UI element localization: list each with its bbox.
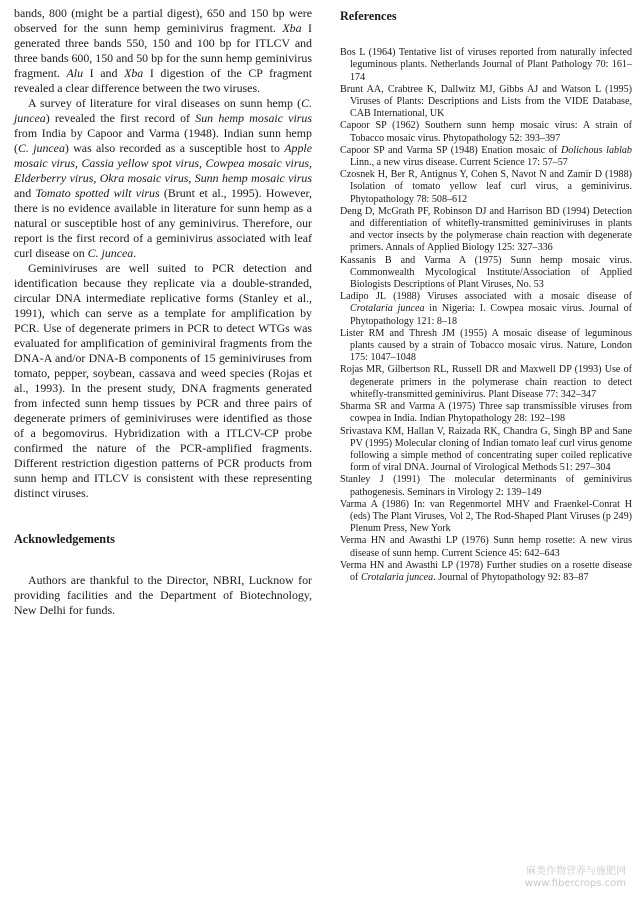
reference-item: Kassanis B and Varma A (1975) Sunn hemp mosaic virus. Commonwealth Mycological Institute/Association of Applied Biologists Descriptions of Plant Viruses, No. 53 (340, 254, 632, 291)
reference-item: Czosnek H, Ber R, Antignus Y, Cohen S, Navot N and Zamir D (1988) Isolation of tomato yellow leaf curl virus, a geminivirus. Phytopathology 78: 508–612 (340, 169, 632, 205)
reference-item: Capoor SP and Varma SP (1948) Enation mosaic of Dolichous lablab Linn., a new virus disease. Current Science 17: 57–57 (340, 144, 632, 169)
watermark-line: 麻类作物营养与施肥网 (526, 866, 626, 877)
reference-item: Sharma SR and Varma A (1975) Three sap transmissible viruses from cowpea in India. Indian Phytopathology 28: 192–198 (340, 401, 632, 425)
reference-item: Deng D, McGrath PF, Robinson DJ and Harrison BD (1994) Detection and differentiation of whitefly-transmitted geminiviruses in plants and vector insects by the polymerase chain reaction with degenerate primers. Annals of Applied Biology 125: 327–336 (340, 205, 632, 254)
reference-item: Verma HN and Awasthi LP (1978) Further studies on a rosette disease of Crotalaria juncea. Journal of Phytopathology 92: 83–87 (340, 559, 632, 583)
body-paragraph: bands, 800 (might be a partial digest), 650 and 150 bp were observed for the sunn hemp geminivirus fragment. Xba I generated three bands 550, 150 and 100 bp for ITLCV and three bands 600, 150 and 50 bp for the sunn hemp geminivirus fragment. Alu I and Xba I digestion of the CP fragment revealed a clear difference between the two viruses. (14, 6, 313, 95)
references-list (340, 47, 632, 584)
reference-item: Brunt AA, Crabtree K, Dallwitz MJ, Gibbs AJ and Watson L (1995) Viruses of Plants: Descriptions and Lists from the VIDE Database, CAB International, UK (340, 83, 632, 120)
reference-item: Lister RM and Thresh JM (1955) A mosaic disease of leguminous plants caused by a strain of Tobacco mosaic virus. Nature, London 175: 1047–1048 (340, 327, 632, 364)
reference-item: Verma HN and Awasthi LP (1976) Sunn hemp rosette: A new virus disease of sunn hemp. Current Science 45: 642–643 (340, 535, 632, 559)
left-column (14, 6, 312, 618)
body-paragraph: Geminiviruses are well suited to PCR detection and identification because they replicate via a double-stranded, circular DNA intermediate replicative forms (Stanley et al., 1991), which can serve as a template for amplification by PCR. Use of degenerate primers in PCR to detect WTGs was evaluated for amplification of geminiviral fragments from the DNA-A and/or DNA-B components of 15 geminiviruses from tomato, pepper, soybean, cassava and weed species (Rojas et al., 1993). In the present study, DNA fragments generated from infected sunn hemp tissues by PCR and three pairs of degenerate primers of geminiviruses were identified as those of a begomovirus. Hybridization with a ITLCV-CP probe confirmed the nature of the PCR-amplified fragments. Different restriction digestion patterns of PCR products from sunn hemp and ITLCV is consistent with these representing distinct viruses. (14, 261, 312, 500)
reference-item: Ladipo JL (1988) Viruses associated with a mosaic disease of Crotalaria juncea in Nigeria: I. Cowpea mosaic virus. Journal of Phytopathology 121: 8–18 (340, 291, 632, 327)
reference-item: Capoor SP (1962) Southern sunn hemp mosaic virus: A strain of Tobacco mosaic virus. Phytopathology 52: 393–397 (340, 120, 632, 144)
reference-item: Srivastava KM, Hallan V, Raizada RK, Chandra G, Singh BP and Sane PV (1995) Molecular cloning of Indian tomato leaf curl virus genome following a simple method of concentrating super coiled replicative form of viral DNA. Journal of Virological Methods 51: 297–304 (340, 425, 632, 474)
watermark-line: www.fibercrops.com (524, 878, 626, 889)
acknowledgements-heading: Acknowledgements (14, 532, 115, 546)
reference-item: Bos L (1964) Tentative list of viruses reported from naturally infected leguminous plants. Netherlands Journal of Plant Pathology 70: 161–174 (340, 47, 632, 83)
reference-item: Rojas MR, Gilbertson RL, Russell DR and Maxwell DP (1993) Use of degenerate primers in the polymerase chain reaction to detect whitefly-transmitted geminivirus. Plant Disease 77: 342–347 (340, 364, 632, 400)
reference-item: Stanley J (1991) The molecular determinants of geminivirus pathogenesis. Seminars in Virology 2: 139–149 (340, 474, 632, 498)
reference-item: Varma A (1986) In: van Regenmortel MHV and Fraenkel-Conrat H (eds) The Plant Viruses, Vol 2, The Rod-Shaped Plant Viruses (p 249) Plenum Press, New York (340, 498, 632, 535)
references-column (340, 10, 632, 584)
acknowledgements-text: Authors are thankful to the Director, NBRI, Lucknow for providing facilities and the Department of Biotechnology, New Delhi for funds. (14, 573, 312, 617)
references-heading: References (340, 9, 397, 23)
watermark (525, 866, 626, 890)
body-paragraph: A survey of literature for viral diseases on sunn hemp (C. juncea) revealed the first record of Sun hemp mosaic virus from India by Capoor and Varma (1948). Indian sunn hemp (C. juncea) was also recorded as a susceptible host to Apple mosaic virus, Cassia yellow spot virus, Cowpea mosaic virus, Elderberry virus, Okra mosaic virus, Sunn hemp mosaic virus and Tomato spotted wilt virus (Brunt et al., 1995). However, there is no evidence available in literature for sunn hemp as a natural or susceptible host of any geminivirus. Therefore, our report is the first record of a geminivirus associated with leaf curl disease on C. juncea. (14, 96, 312, 260)
